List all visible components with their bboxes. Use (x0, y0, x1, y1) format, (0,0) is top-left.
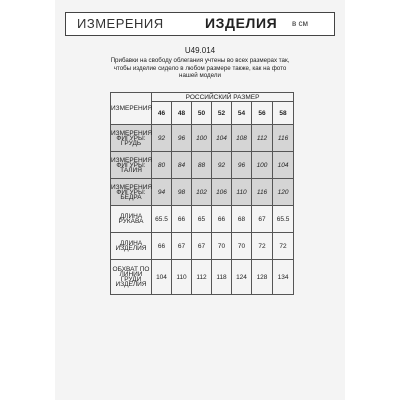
table-row (111, 179, 294, 206)
value-cell: 98 (172, 179, 192, 206)
value-cell: 66 (152, 233, 172, 260)
russian-size-header: РОССИЙСКИЙ РАЗМЕР (152, 93, 294, 102)
size-header-cell: 46 (152, 102, 172, 125)
value-cell: 100 (252, 152, 273, 179)
header-unit: в см (292, 19, 308, 28)
header-title-product: ИЗДЕЛИЯ (205, 15, 278, 31)
value-cell: 65.5 (273, 206, 294, 233)
value-cell: 67 (172, 233, 192, 260)
value-cell: 72 (252, 233, 273, 260)
value-cell: 92 (152, 125, 172, 152)
value-cell: 116 (252, 179, 273, 206)
value-cell: 80 (152, 152, 172, 179)
value-cell: 104 (152, 260, 172, 295)
fit-note-line: чтобы изделие сидело в любом размере также, как на фото (113, 64, 287, 72)
value-cell: 110 (232, 179, 252, 206)
fit-note (95, 57, 305, 80)
header-box (65, 12, 335, 36)
size-header-cell: 54 (232, 102, 252, 125)
table-row (111, 125, 294, 152)
size-header-cell: 56 (252, 102, 273, 125)
row-label: ОБХВАТ ПО ЛИНИИ ГРУДИ ИЗДЕЛИЯ (111, 260, 152, 295)
row-label: ИЗМЕРЕНИЯ ФИГУРЫ: ТАЛИЯ (111, 152, 152, 179)
value-cell: 112 (192, 260, 212, 295)
size-table (110, 92, 294, 295)
value-cell: 70 (212, 233, 232, 260)
value-cell: 66 (212, 206, 232, 233)
value-cell: 112 (252, 125, 273, 152)
value-cell: 106 (212, 179, 232, 206)
value-cell: 92 (212, 152, 232, 179)
value-cell: 124 (232, 260, 252, 295)
value-cell: 65.5 (152, 206, 172, 233)
value-cell: 84 (172, 152, 192, 179)
value-cell: 68 (232, 206, 252, 233)
value-cell: 67 (192, 233, 212, 260)
value-cell: 96 (232, 152, 252, 179)
value-cell: 94 (152, 179, 172, 206)
article-code: U49.014 (184, 46, 216, 55)
row-label: ИЗМЕРЕНИЯ ФИГУРЫ: БЕДРА (111, 179, 152, 206)
table-row (111, 206, 294, 233)
value-cell: 96 (172, 125, 192, 152)
fit-note-line: нашей модели (179, 72, 221, 80)
value-cell: 110 (172, 260, 192, 295)
value-cell: 108 (232, 125, 252, 152)
value-cell: 116 (273, 125, 294, 152)
value-cell: 104 (212, 125, 232, 152)
value-cell: 72 (273, 233, 294, 260)
table-row (111, 152, 294, 179)
header-title-measurements: ИЗМЕРЕНИЯ (77, 16, 164, 31)
value-cell: 67 (252, 206, 273, 233)
size-header-cell: 48 (172, 102, 192, 125)
corner-label: ИЗМЕРЕНИЯ (111, 93, 152, 125)
size-header-cell: 50 (192, 102, 212, 125)
value-cell: 128 (252, 260, 273, 295)
value-cell: 118 (212, 260, 232, 295)
size-header-cell: 58 (273, 102, 294, 125)
value-cell: 66 (172, 206, 192, 233)
row-label: ДЛИНА РУКАВА (111, 206, 152, 233)
value-cell: 100 (192, 125, 212, 152)
fit-note-line: Прибавки на свободу облегания учтены во всех размерах так, (110, 57, 290, 64)
row-label: ИЗМЕРЕНИЯ ФИГУРЫ: ГРУДЬ (111, 125, 152, 152)
value-cell: 65 (192, 206, 212, 233)
row-label: ДЛИНА ИЗДЕЛИЯ (111, 233, 152, 260)
value-cell: 88 (192, 152, 212, 179)
table-row (111, 233, 294, 260)
value-cell: 134 (273, 260, 294, 295)
value-cell: 70 (232, 233, 252, 260)
value-cell: 102 (192, 179, 212, 206)
size-header-cell: 52 (212, 102, 232, 125)
value-cell: 120 (273, 179, 294, 206)
table-row (111, 260, 294, 295)
value-cell: 104 (273, 152, 294, 179)
